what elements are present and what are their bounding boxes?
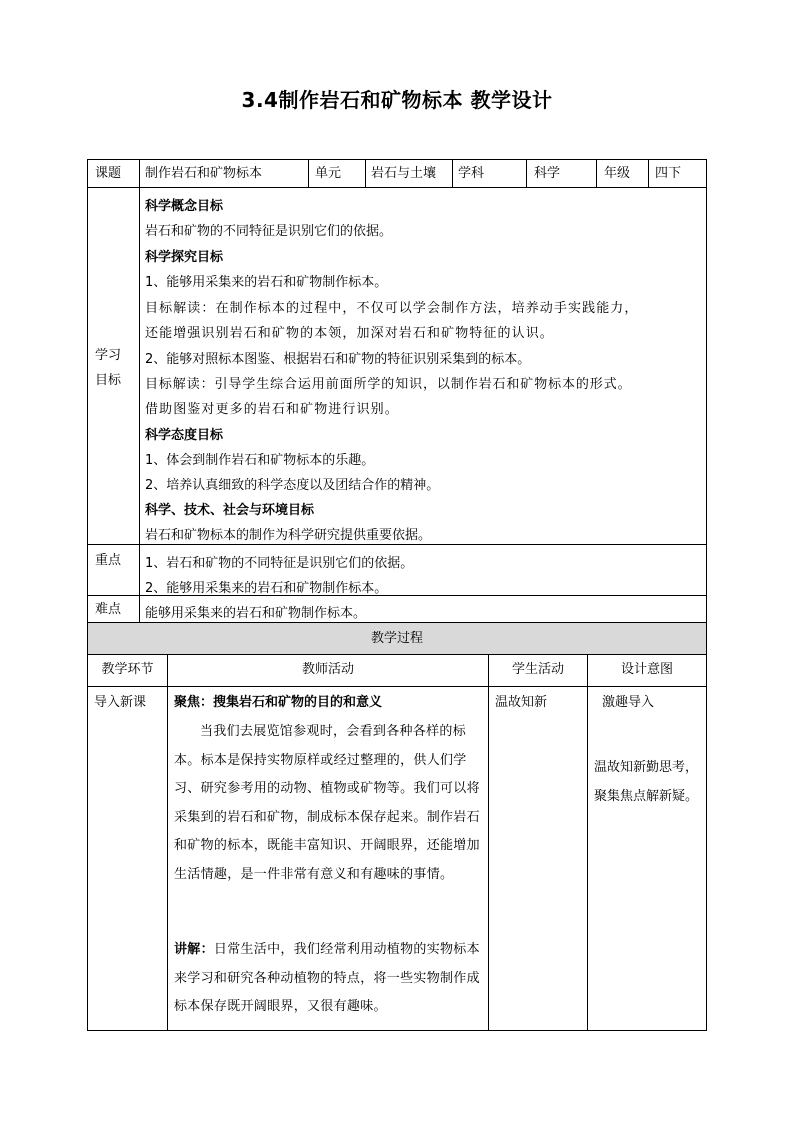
goal-heading-concept: 科学概念目标: [145, 199, 224, 214]
student-activity: 温故知新: [495, 695, 548, 710]
col-divider: [452, 159, 453, 187]
row-divider: [87, 654, 707, 655]
teacher-paragraph-text: 当我们去展览馆参观时，会看到各种各样的标本。标本是保持实物原样或经过整理的，供人们学习、研究参考用的动物、植物或矿物等。我们可以将采集到的岩石和矿物，制成标本保存起来。制作岩石和矿物的标本，既能丰富知识、开阔眼界，还能增加生活情趣，是一件非常有意义和有趣味的事情。: [174, 724, 480, 882]
goal-heading-attitude: 科学态度目标: [145, 428, 224, 443]
key-point-1: 1、岩石和矿物的不同特征是识别它们的依据。: [145, 556, 414, 571]
unit-label: 单元: [315, 166, 342, 181]
goal-line: 2、能够对照标本图鉴、根据岩石和矿物的特征识别采集到的标本。: [145, 352, 531, 367]
intent-line-3: 聚集焦点解新疑。: [594, 789, 699, 804]
subject-value: 科学: [534, 166, 561, 181]
col-divider: [648, 159, 649, 187]
col-intent-header: 设计意图: [620, 662, 673, 677]
col-divider: [526, 159, 527, 187]
subject-label: 学科: [458, 166, 485, 181]
page-title: 3.4制作岩石和矿物标本 教学设计: [241, 88, 553, 112]
goal-interpretation: 目标解读：引导学生综合运用前面所学的知识，以制作岩石和矿物标本的形式。: [145, 377, 632, 392]
col-divider: [167, 654, 168, 1031]
row-divider: [87, 544, 707, 545]
difficulty-text: 能够用采集来的岩石和矿物制作标本。: [145, 606, 367, 621]
intent-line-1: 激趣导入: [602, 695, 655, 710]
row-divider: [87, 686, 707, 687]
teacher-heading: 聚焦：搜集岩石和矿物的目的和意义: [174, 695, 383, 710]
key-point-2: 2、能够用采集来的岩石和矿物制作标本。: [145, 581, 388, 596]
goal-interpretation: 还能增强识别岩石和矿物的本领，加深对岩石和矿物特征的认识。: [145, 326, 554, 341]
goal-line: 2、培养认真细致的科学态度以及团结合作的精神。: [145, 478, 440, 493]
goal-interpretation: 目标解读：在制作标本的过程中，不仅可以学会制作方法，培养动手实践能力，: [145, 301, 639, 316]
goal-line: 岩石和矿物的不同特征是识别它们的依据。: [145, 224, 393, 239]
explanation-text: 日常生活中，我们经常利用动植物的实物标本来学习和研究各种动植物的特点，将一些实物制作成标本保存既开阔眼界，又很有趣味。: [174, 942, 480, 1015]
goals-label-line2: 目标: [95, 373, 122, 388]
process-header: 教学过程: [370, 631, 423, 646]
goal-interpretation: 借助图鉴对更多的岩石和矿物进行识别。: [145, 402, 399, 417]
col-stage-header: 教学环节: [101, 662, 154, 677]
goal-heading-stse: 科学、技术、社会与环境目标: [145, 503, 315, 518]
row-divider: [87, 187, 707, 188]
goal-line: 1、能够用采集来的岩石和矿物制作标本。: [145, 275, 388, 290]
col-divider: [139, 159, 140, 622]
col-divider: [596, 159, 597, 187]
col-divider: [587, 654, 588, 1031]
teacher-paragraph: [174, 718, 482, 890]
teacher-explanation: [174, 936, 482, 1022]
goal-line: 1、体会到制作岩石和矿物标本的乐趣。: [145, 453, 375, 468]
explanation-label: 讲解：: [174, 942, 214, 957]
intent-line-2: 温故知新勤思考，: [594, 760, 699, 775]
difficulty-label: 难点: [95, 602, 122, 617]
goal-line: 岩石和矿物标本的制作为科学研究提供重要依据。: [145, 528, 432, 543]
unit-value: 岩石与土壤: [371, 166, 437, 181]
col-teacher-header: 教师活动: [301, 662, 354, 677]
course-value: 制作岩石和矿物标本: [145, 166, 263, 181]
goals-label-line1: 学习: [95, 348, 122, 363]
goal-heading-inquiry: 科学探究目标: [145, 250, 224, 265]
grade-label: 年级: [604, 166, 631, 181]
col-divider: [308, 159, 309, 187]
col-divider: [488, 654, 489, 1031]
col-student-header: 学生活动: [511, 662, 564, 677]
col-divider: [365, 159, 366, 187]
key-points-label: 重点: [95, 553, 122, 568]
stage-name: 导入新课: [94, 695, 147, 710]
grade-value: 四下: [655, 166, 682, 181]
course-label: 课题: [95, 166, 122, 181]
